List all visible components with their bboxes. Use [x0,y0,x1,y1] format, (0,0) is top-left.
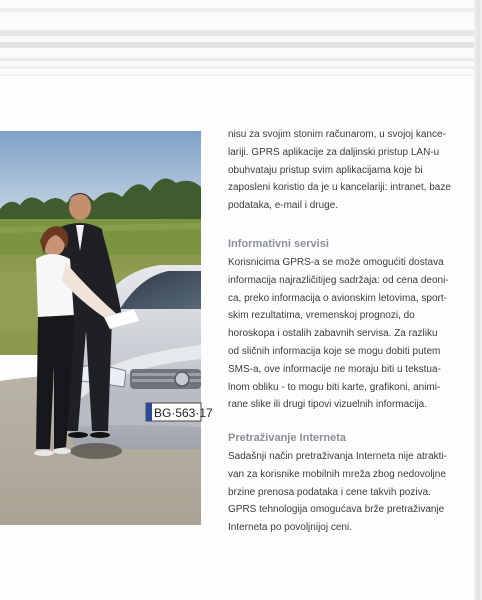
text-line: rane slike ili drugi tipovi vizuelnih informacija. [228,399,427,411]
section-heading-informativni-servisi: Informativni servisi [228,238,329,250]
text-line: ca, preko informacija o avionskim letovima, sport- [228,292,447,304]
text-line: van za korisnike mobilnih mreža zbog nedovoljne [228,468,446,480]
header-stripe [0,42,474,48]
license-plate-text: BG·563·17 [154,406,213,420]
text-line: Korisnicima GPRS-a se može omogućiti dostava [228,257,444,268]
text-line: informacija najrazličitijeg sadržaja: od cena deoni- [228,274,449,286]
text-line: od sličnih informacija koje se mogu dobiti putem [228,345,441,357]
text-line: SMS-a, ove informacije ne moraju biti u tekstua- [228,363,441,375]
text-line: lnom obliku - to mogu biti karte, grafikoni, animi- [228,381,441,393]
text-line: GPRS tehnologija omogućava brže pretraživanje [228,504,445,516]
text-line: horoskopa i ostalih zabavnih servisa. Za razliku [228,328,438,340]
section-body-informativni-servisi [228,254,468,414]
text-line: brzine prenosa podataka i cene takvih poziva. [228,486,431,498]
text-line: nisu za svojim stonim računarom, u svojoj kance- [228,129,446,140]
text-line: lariji. GPRS aplikacije za daljinski pristup LAN-u [228,146,440,158]
section-body-pretrazivanje-interneta [228,448,468,537]
text-line: podataka, e-mail i druge. [228,200,339,212]
intro-paragraph [228,126,464,215]
text-line: Sadašnji način pretraživanja Interneta nije atrakti- [228,451,448,462]
section-heading-pretrazivanje-interneta: Pretraživanje Interneta [228,432,346,444]
header-stripe [0,30,474,36]
header-stripe [0,66,474,69]
text-line: Interneta po povoljnijoj ceni. [228,522,352,534]
header-stripes [0,0,474,80]
photo-people-with-car [0,131,213,525]
text-line: zaposleni koristio da je u kancelariji: intranet, baze [228,182,451,194]
text-line: obuhvataju pristup svim aplikacijama koje bi [228,164,423,176]
header-stripe [0,58,474,61]
header-stripe [0,74,474,76]
text-line: skim rezultatima, vremenskoj prognozi, do [228,310,415,322]
header-stripe [0,8,474,12]
page-edge [474,0,482,600]
